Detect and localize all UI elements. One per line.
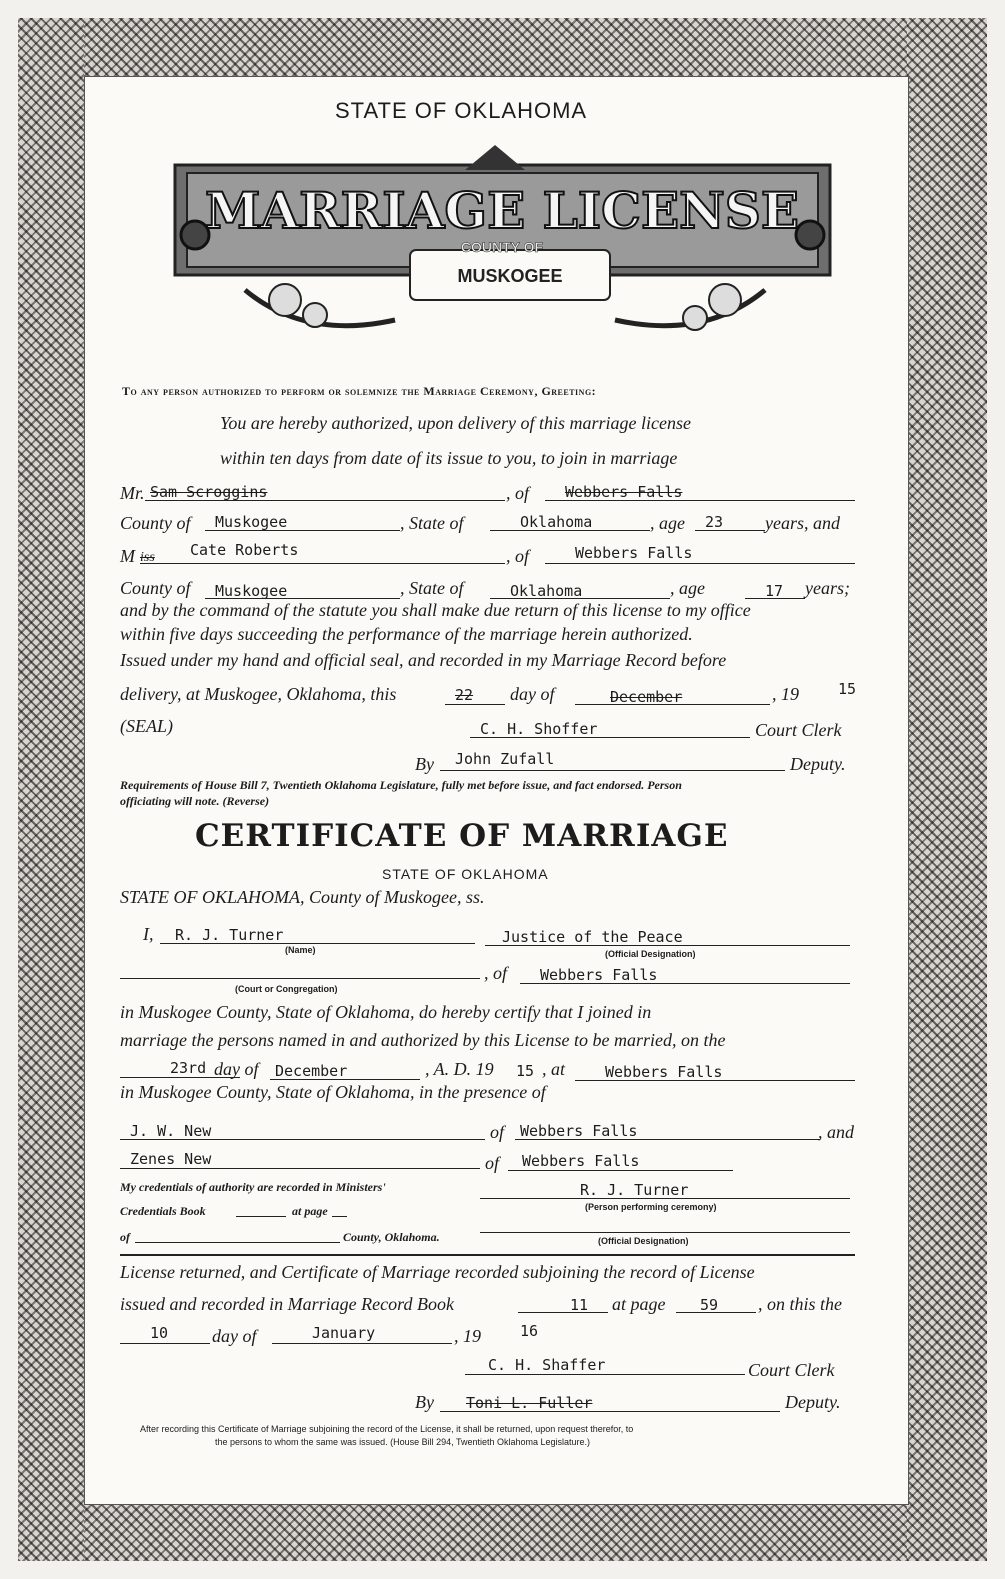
requirements-line-2: officiating will note. (Reverse) [120,794,270,808]
record-deputy-label: Deputy. [785,1392,841,1412]
record-book: 11 [570,1296,589,1314]
years-and: years, and [765,513,840,533]
record-line-2: issued and recorded in Marriage Record Book [120,1294,454,1314]
official-title: Justice of the Peace [502,928,683,946]
and-label: , and [818,1122,854,1142]
marriage-day-of: day of [214,1059,259,1079]
record-day: 10 [150,1324,169,1342]
certificate-state: STATE OF OKLAHOMA [382,866,549,882]
groom-prefix: Mr. [120,483,145,503]
at-label: , at [542,1059,566,1079]
marriage-month: December [275,1062,348,1080]
designation-caption: (Official Designation) [598,1236,689,1246]
license-line-1: You are hereby authorized, upon delivery of this marriage license [220,413,691,433]
presence-line: in Muskogee County, State of Oklahoma, in the presence of [120,1082,546,1102]
witness-2-name: Zenes New [130,1150,212,1168]
statute-line-1: and by the command of the statute you shall make due return of this license to my office [120,600,751,620]
bride-age: 17 [765,582,784,600]
witness-1-name: J. W. New [130,1122,212,1140]
bride-state: Oklahoma [510,582,583,600]
record-on-this: , on this the [758,1294,842,1314]
ornamental-border-right [907,18,987,1561]
issue-day-of: day of [510,684,555,704]
issue-month: December [610,688,683,706]
certificate-title: CERTIFICATE OF MARRIAGE [195,818,729,854]
groom-age: 23 [705,513,724,531]
requirements-line-1: Requirements of House Bill 7, Twentieth Oklahoma Legislature, fully met before issue, and fact endorsed. Person [120,778,682,792]
bride-name: Cate Roberts [190,541,299,559]
record-clerk-name: C. H. Shaffer [488,1356,606,1374]
certify-line-1: in Muskogee County, State of Oklahoma, do hereby certify that I joined in [120,1002,652,1022]
bride-town: Webbers Falls [575,544,693,562]
performer-caption: (Person performing ceremony) [585,1202,717,1212]
county-name-text: MUSKOGEE [457,266,563,286]
record-at-page: at page [612,1294,666,1314]
issued-line-1: Issued under my hand and official seal, and recorded in my Marriage Record before [120,650,727,670]
issue-day: 22 [455,686,474,704]
deputy-name: John Zufall [455,750,555,768]
marriage-year: 15 [516,1062,535,1080]
statute-line-2: within five days succeeding the performance of the marriage herein authorized. [120,624,693,644]
ad-label: , A. D. 19 [425,1059,494,1079]
witness-2-of: of [485,1153,500,1173]
credentials-line-1: My credentials of authority are recorded in Ministers' [120,1180,386,1194]
court-clerk-label: Court Clerk [755,720,842,740]
credentials-book-label: Credentials Book [120,1204,206,1218]
clerk-name: C. H. Shoffer [480,720,598,738]
groom-county: Muskogee [215,513,288,531]
bride-age-label: , age [670,578,705,598]
witness-1-of: of [490,1122,505,1142]
credentials-county: County, Oklahoma. [343,1230,440,1244]
bride-of: , of [506,546,530,566]
credentials-at-page: at page [292,1204,328,1218]
groom-town: Webbers Falls [565,483,683,501]
official-caption: (Official Designation) [605,949,696,959]
groom-age-label: , age [650,513,685,533]
bride-prefix: M [120,546,135,566]
bride-prefix-struck: iss [140,550,155,565]
footer-line-2: the persons to whom the same was issued. (House Bill 294, Twentieth Oklahoma Legislature.) [215,1437,591,1447]
groom-state: Oklahoma [520,513,593,531]
certify-line-2: marriage the persons named in and authorized by this License to be married, on the [120,1030,726,1050]
years-semi: years; [805,578,850,598]
groom-of: , of [506,483,530,503]
ornamental-border-top [18,18,987,76]
court-caption: (Court or Congregation) [235,984,338,994]
marriage-place: Webbers Falls [605,1063,723,1081]
witness-1-town: Webbers Falls [520,1122,638,1140]
ornamental-border-bottom [18,1503,987,1561]
marriage-day: 23rd [170,1059,207,1077]
certificate-venue: STATE OF OKLAHOMA, County of Muskogee, ss. [120,887,485,907]
groom-name: Sam Scroggins [150,483,268,501]
record-day-of: day of [212,1326,257,1346]
bride-state-label: , State of [400,578,464,598]
record-deputy-name: Toni L. Fuller [466,1394,593,1412]
record-page: 59 [700,1296,719,1314]
ornamental-border-left [18,18,84,1561]
license-title-text: MARRIAGE LICENSE [204,181,800,240]
seal-label: (SEAL) [120,716,173,736]
bride-county-label: County of [120,578,191,598]
officiant-town: Webbers Falls [540,966,658,984]
state-title: STATE OF OKLAHOMA [335,98,588,123]
i-label: I, [143,924,154,944]
issued-line-2: delivery, at Muskogee, Oklahoma, this [120,684,397,704]
bride-county: Muskogee [215,582,288,600]
record-year: 16 [520,1322,539,1340]
cert-of-label: , of [484,963,508,983]
deputy-label: Deputy. [790,754,846,774]
issue-year-prefix: , 19 [772,684,799,704]
record-by-label: By [415,1392,434,1412]
footer-line-1: After recording this Certificate of Marriage subjoining the record of the License, it shall be returned, upon request therefor, to [140,1424,634,1434]
performer-name: R. J. Turner [580,1181,689,1199]
credentials-of: of [120,1230,130,1244]
witness-2-town: Webbers Falls [522,1152,640,1170]
issue-year: 15 [838,680,857,698]
record-court-clerk: Court Clerk [748,1360,835,1380]
name-caption: (Name) [285,945,316,955]
officiant-name: R. J. Turner [175,926,284,944]
groom-state-label: , State of [400,513,464,533]
county-of-text: COUNTY OF [460,239,544,255]
license-line-2: within ten days from date of its issue to you, to join in marriage [220,448,678,468]
groom-county-label: County of [120,513,191,533]
record-month: January [312,1324,376,1342]
by-label: By [415,754,434,774]
greeting: To any person authorized to perform or solemnize the Marriage Ceremony, Greeting: [122,384,597,398]
record-year-prefix: , 19 [454,1326,481,1346]
marriage-license-banner [165,140,840,355]
record-line-1: License returned, and Certificate of Marriage recorded subjoining the record of License [120,1262,755,1282]
